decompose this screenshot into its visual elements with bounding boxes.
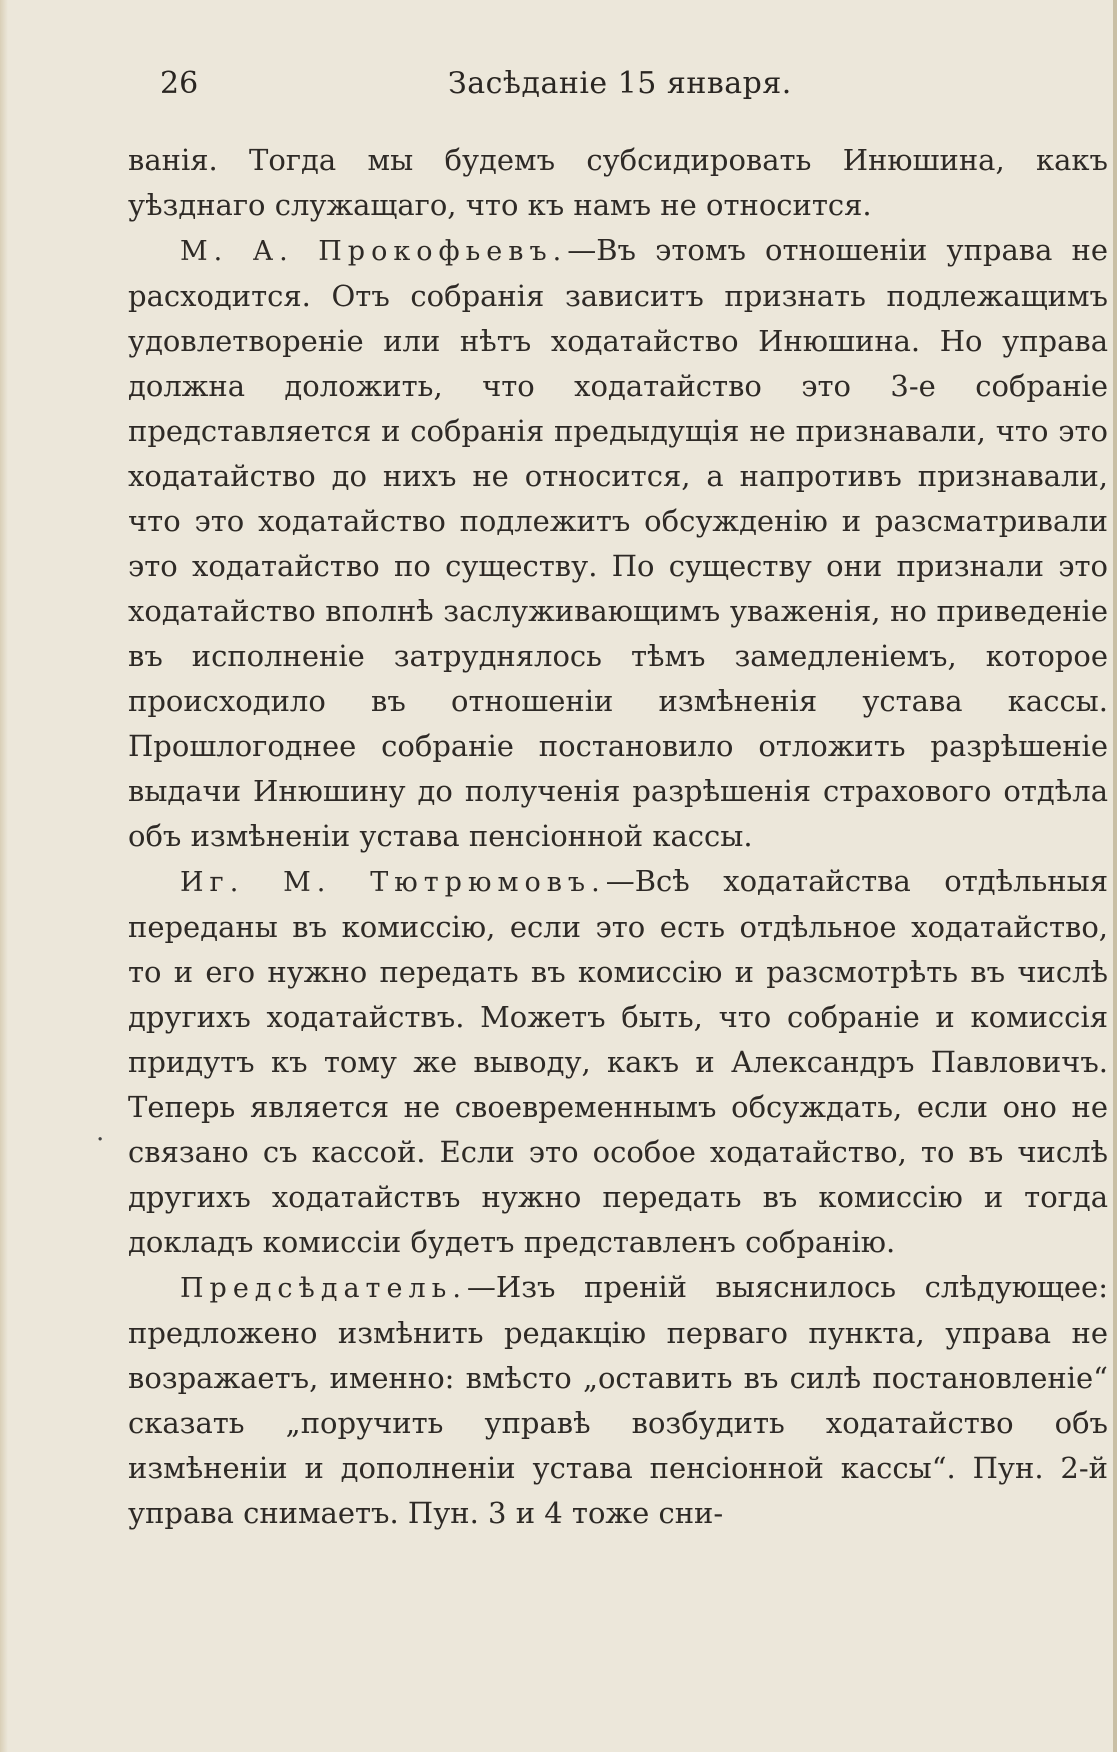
page-header (0, 62, 1117, 112)
paragraph-text: —Въ этомъ отношеніи управа не расходится. Отъ собранія зависитъ признать подлежащимъ удовлетвореніе или нѣтъ ходатайство Инюшина. Но управа должна доложить, что ходатайство это 3-е собраніе представляется и собранія предыдущія не признавали, что это ходатайство до нихъ не относится, а напротивъ признавали, что это ходатайство подлежитъ обсужденію и разсматривали это ходатайство по существу. По существу они признали это ходатайство вполнѣ заслуживающимъ уваженія, но приведеніе въ исполненіе затруднялось тѣмъ замедленіемъ, которое происходило въ отношеніи измѣненія устава кассы. Прошлогоднее собраніе постановило отложить разрѣшеніе выдачи Инюшину до полученія разрѣшенія страхового отдѣла объ измѣненіи устава пенсіонной кассы. (128, 233, 1108, 853)
body-text (128, 138, 1108, 1536)
paragraph-text: —Всѣ ходатайства отдѣльныя переданы въ комиссію, если это есть отдѣльное ходатайство, то и его нужно передать въ комиссію и разсмотрѣть въ числѣ другихъ ходатайствъ. Можетъ быть, что собраніе и комиссія придутъ къ тому же выводу, какъ и Александръ Павловичъ. Теперь является не своевременнымъ обсуждать, если оно не связано съ кассой. Если это особое ходатайство, то въ числѣ другихъ ходатайствъ нужно передать въ комиссію и тогда докладъ комиссіи будетъ представленъ собранію. (128, 864, 1108, 1259)
speaker-name: М. А. Прокофьевъ. (180, 236, 568, 267)
page-edge (1113, 0, 1117, 1752)
paragraph (128, 1265, 1108, 1536)
paragraph (128, 228, 1108, 859)
paragraph-text: —Изъ преній выяснилось слѣдующее: предложено измѣнить редакцію перваго пункта, управа не возражаетъ, именно: вмѣсто „оставить въ силѣ постановленіе“ сказать „поручить управѣ возбудить ходатайство объ измѣненіи и дополненіи устава пенсіонной кассы“. Пун. 2-й управа снимаетъ. Пун. 3 и 4 тоже сни- (128, 1270, 1108, 1530)
page-number: 26 (160, 66, 199, 101)
running-head: Засѣданіе 15 января. (448, 66, 792, 101)
speaker-name: Предсѣдатель. (180, 1273, 467, 1304)
paragraph (128, 138, 1108, 228)
page-gutter (0, 0, 8, 1752)
margin-mark: . (96, 1117, 105, 1147)
paragraph-text: ванія. Тогда мы будемъ субсидировать Инюшина, какъ уѣзднаго служащаго, что къ намъ не относится. (128, 143, 1108, 222)
speaker-name: Иг. М. Тютрюмовъ. (180, 867, 606, 898)
paragraph (128, 859, 1108, 1265)
